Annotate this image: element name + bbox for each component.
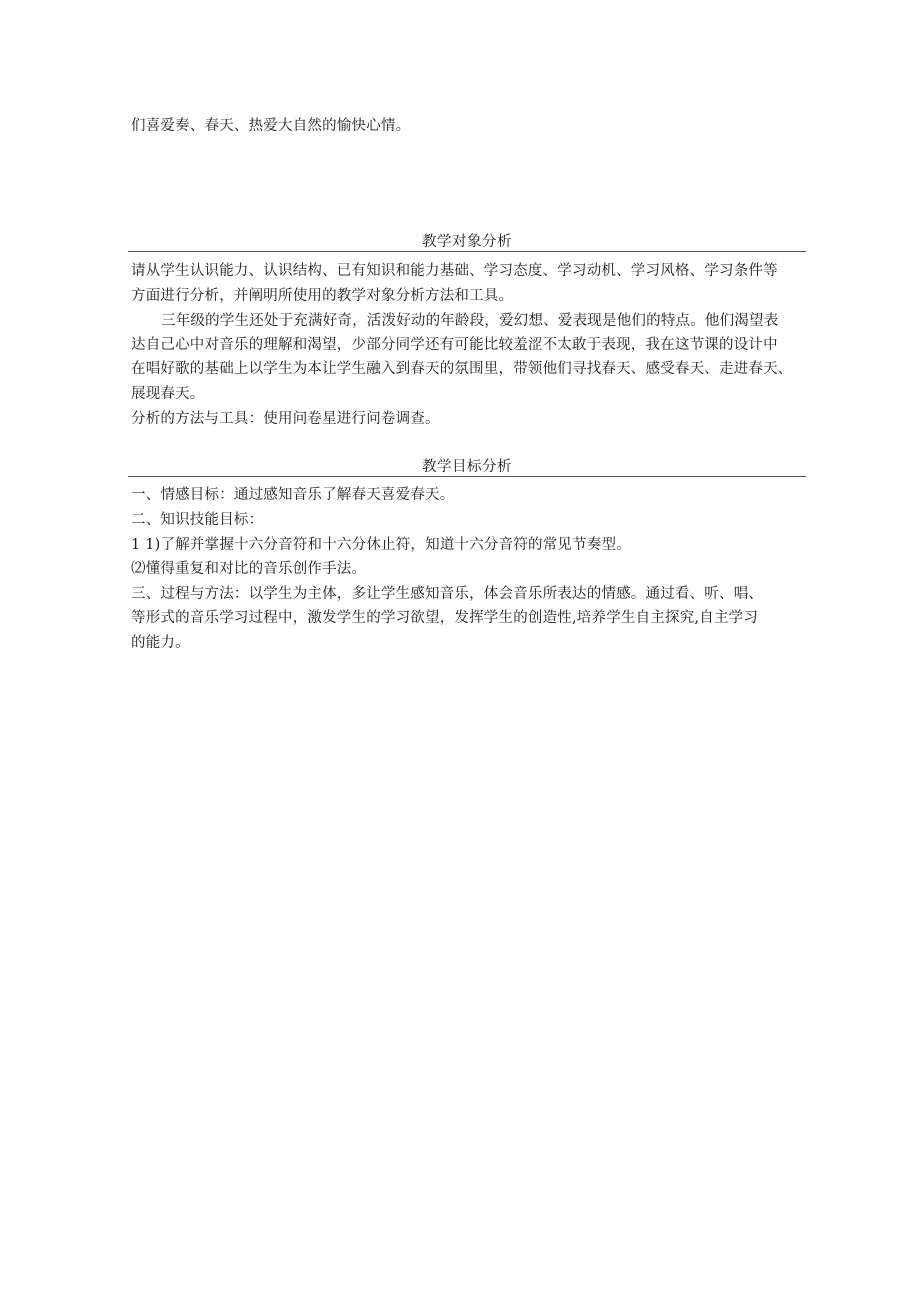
student-analysis-body-line: 三年级的学生还处于充满好奇，活泼好动的年龄段，爱幻想、爱表现是他们的特点。他们渴望表 [161,313,779,329]
goals-analysis-line: 的能力。 [131,635,190,651]
student-analysis-body-line: 达自己心中对音乐的理解和渴望，少部分同学还有可能比较羞涩不太敢于表现，我在这节课的设计中 [131,337,778,353]
student-analysis-method-line: 分析的方法与工具：使用问卷星进行问卷调查。 [131,411,440,427]
goals-analysis-line: 三、过程与方法：以学生为主体，多让学生感知音乐，体会音乐所表达的情感。通过看、听、唱、 [131,586,764,602]
student-analysis-body-line: 展现春天。 [131,386,205,402]
student-analysis-prompt-line: 请从学生认识能力、认识结构、已有知识和能力基础、学习态度、学习动机、学习风格、学习条件等 [131,263,778,279]
student-analysis-body-line: 在唱好歌的基础上以学生为本让学生融入到春天的氛围里，带领他们寻找春天、感受春天、走进春天、 [131,361,793,377]
section-divider [128,476,806,477]
goals-analysis-line: 1 1)了解并掌握十六分音符和十六分休止符，知道十六分音符的常见节奏型。 [131,537,631,553]
goals-analysis-heading: 教学目标分析 [422,459,512,475]
goals-analysis-line: 等形式的音乐学习过程中，激发学生的学习欲望，发挥学生的创造性,培养学生自主探究,自主学习 [131,610,759,626]
section-divider [128,251,806,252]
goals-analysis-line: 二、知识技能目标： [131,512,264,528]
intro-text-line: 们喜爱奏、春天、热爱大自然的愉快心情。 [131,118,411,134]
student-analysis-heading: 教学对象分析 [422,234,512,250]
student-analysis-prompt-line: 方面进行分析，并阐明所使用的教学对象分析方法和工具。 [131,288,514,304]
goals-analysis-line: 一、情感目标：通过感知音乐了解春天喜爱春天。 [131,487,455,503]
goals-analysis-line: ⑵懂得重复和对比的音乐创作手法。 [131,561,367,577]
